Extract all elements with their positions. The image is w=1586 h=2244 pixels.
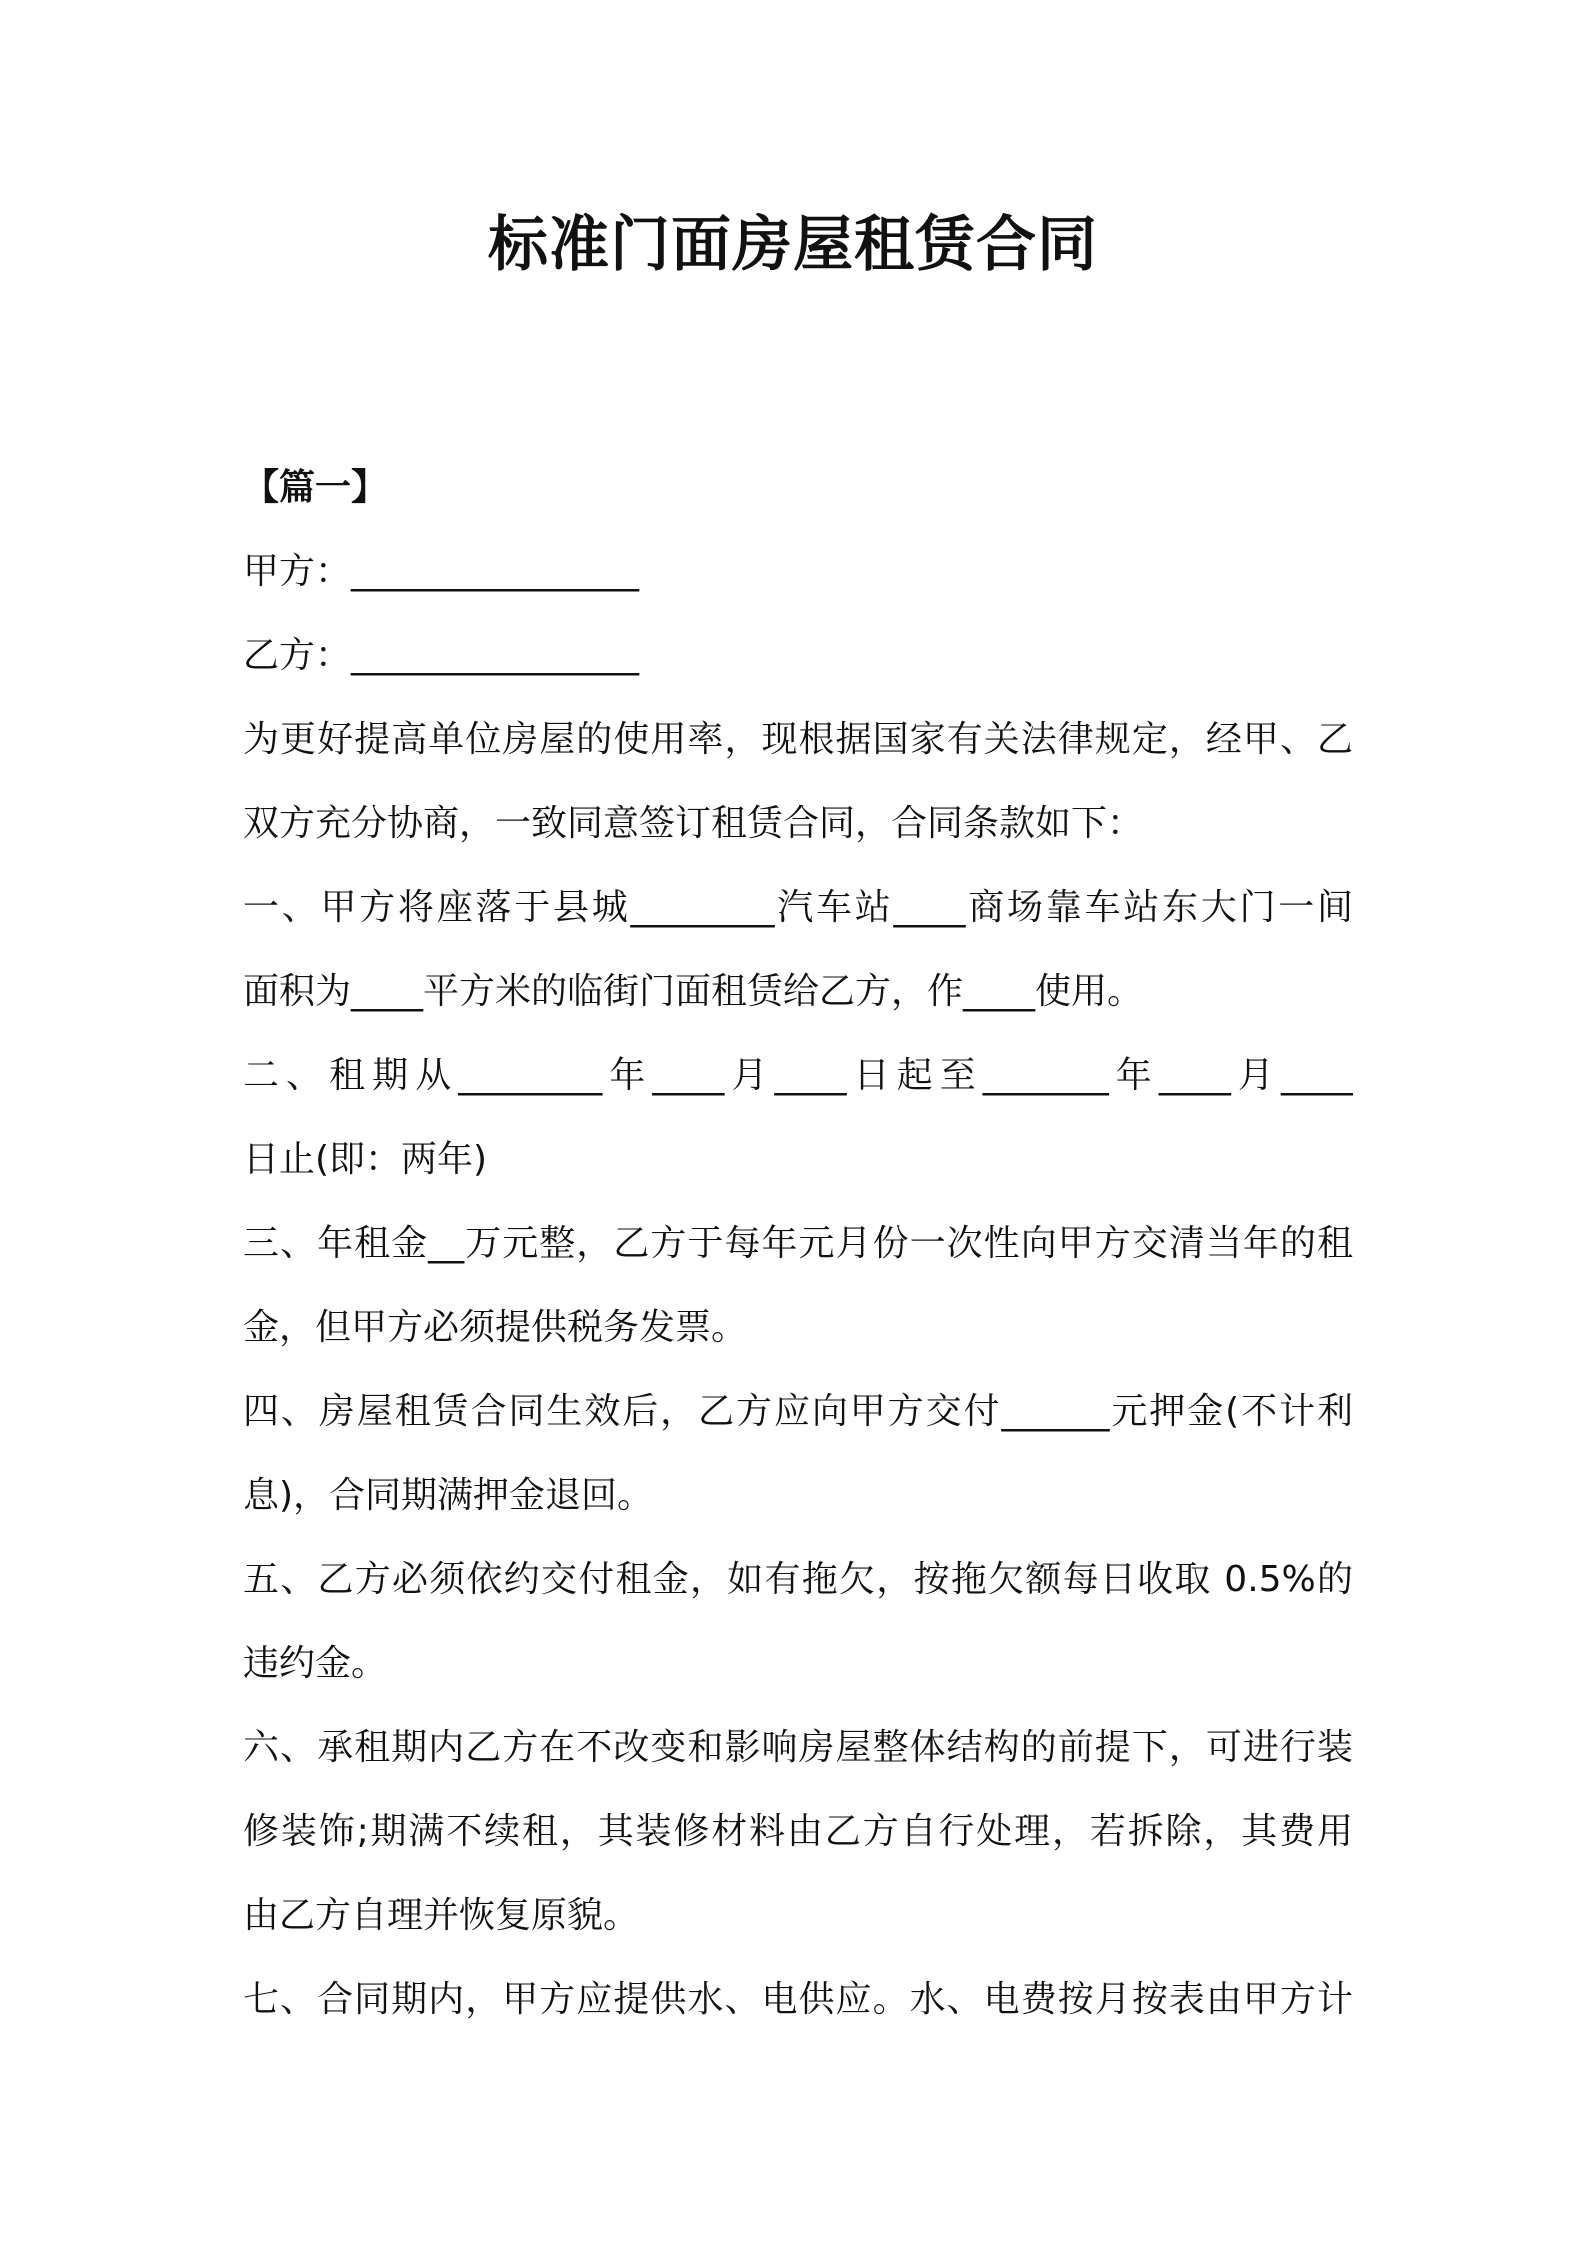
- intro-line-2: 双方充分协商，一致同意签订租赁合同，合同条款如下：: [243, 803, 1144, 844]
- clause-2-line-1: 二、租期从________年____月____日起至_______年____月____: [243, 1055, 1353, 1096]
- clause-1-line-2: 面积为____平方米的临街门面租赁给乙方，作____使用。: [243, 971, 1144, 1012]
- clause-4-line-2: 息)，合同期满押金退回。: [243, 1475, 654, 1516]
- clause-4-line-1: 四、房屋租赁合同生效后，乙方应向甲方交付______元押金(不计利: [243, 1391, 1353, 1432]
- document-body: [243, 446, 1353, 2042]
- clause-6-line-2: 修装饰;期满不续租，其装修材料由乙方自行处理，若拆除，其费用: [243, 1811, 1353, 1852]
- intro-line-1: 为更好提高单位房屋的使用率，现根据国家有关法律规定，经甲、乙: [243, 719, 1353, 760]
- clause-6-line-1: 六、承租期内乙方在不改变和影响房屋整体结构的前提下，可进行装: [243, 1727, 1353, 1768]
- party-a-line: 甲方：________________: [243, 551, 640, 592]
- clause-3-line-2: 金，但甲方必须提供税务发票。: [243, 1307, 748, 1348]
- document-title: 标准门面房屋租赁合同: [488, 210, 1098, 280]
- clause-7-line-1: 七、合同期内，甲方应提供水、电供应。水、电费按月按表由甲方计: [243, 1979, 1353, 2020]
- clause-2-line-2: 日止(即：两年): [243, 1139, 488, 1180]
- clause-6-line-3: 由乙方自理并恢复原貌。: [243, 1895, 640, 1936]
- clause-5-line-2: 违约金。: [243, 1643, 388, 1684]
- clause-3-line-1: 三、年租金__万元整，乙方于每年元月份一次性向甲方交清当年的租: [243, 1223, 1353, 1264]
- section-label: 【篇一】: [243, 467, 388, 508]
- clause-1-line-1: 一、甲方将座落于县城________汽车站____商场靠车站东大门一间: [243, 887, 1353, 928]
- clause-5-line-1: 五、乙方必须依约交付租金，如有拖欠，按拖欠额每日收取 0.5%的: [243, 1559, 1353, 1600]
- party-b-line: 乙方：________________: [243, 635, 640, 676]
